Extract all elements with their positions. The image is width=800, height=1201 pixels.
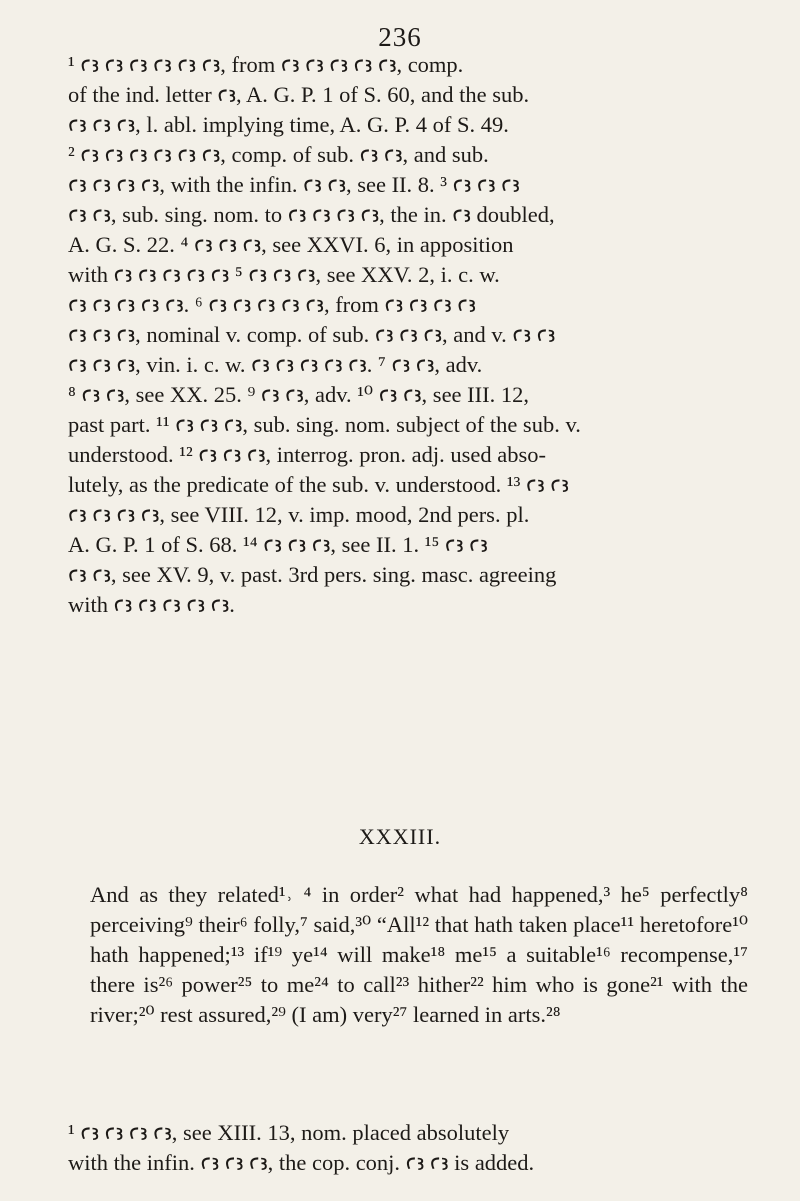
note-line: understood. ¹² ꜥꜣ ꜥꜣ ꜥꜣ, interrog. pron. adj. used abso- [68,442,547,467]
note-line: of the ind. letter ꜥꜣ, A. G. P. 1 of S. 60, and the sub. [68,82,530,107]
section-heading: XXXIII. [358,824,442,849]
note-line: ꜥꜣ ꜥꜣ, see XV. 9, v. past. 3rd pers. sing. masc. agreeing [68,562,557,587]
note-line: with ꜥꜣ ꜥꜣ ꜥꜣ ꜥꜣ ꜥꜣ. [68,592,235,617]
note-line: ¹ ꜥꜣ ꜥꜣ ꜥꜣ ꜥꜣ ꜥꜣ ꜥꜣ, from ꜥꜣ ꜥꜣ ꜥꜣ ꜥꜣ ꜥꜣ, comp. [68,52,464,77]
note-line: ² ꜥꜣ ꜥꜣ ꜥꜣ ꜥꜣ ꜥꜣ ꜥꜣ, comp. of sub. ꜥꜣ ꜥꜣ, and sub. [68,142,489,167]
note-line: lutely, as the predicate of the sub. v. understood. ¹³ ꜥꜣ ꜥꜣ [68,472,569,497]
note-line: with the infin. ꜥꜣ ꜥꜣ ꜥꜣ, the cop. conj. ꜥꜣ ꜥꜣ is added. [68,1150,535,1175]
translation-text: And as they related¹˒ ⁴ in order² what had happened,³ he⁵ perfectly⁸ perceiving⁹ their⁶ folly,⁷ said,³⁰ “All¹² that hath taken place¹¹ heretofore¹⁰ hath happened;¹³ if¹⁹ ye¹⁴ will make¹⁸ me¹⁵ a suitable¹⁶ recompense,¹⁷ there is²⁶ power²⁵ to me²⁴ to call²³ hither²² him who is gone²¹ with the river;²⁰ rest assured,²⁹ (I am) very²⁷ learned in arts.²⁸ [90,882,748,1027]
note-line: ꜥꜣ ꜥꜣ ꜥꜣ, l. abl. implying time, A. G. P. 4 of S. 49. [68,112,509,137]
note-line: ꜥꜣ ꜥꜣ ꜥꜣ, vin. i. c. w. ꜥꜣ ꜥꜣ ꜥꜣ ꜥꜣ ꜥꜣ. ⁷ ꜥꜣ ꜥꜣ, adv. [68,352,483,377]
note-line: ꜥꜣ ꜥꜣ ꜥꜣ ꜥꜣ, see VIII. 12, v. imp. mood, 2nd pers. pl. [68,502,530,527]
note-line: ꜥꜣ ꜥꜣ ꜥꜣ ꜥꜣ, with the infin. ꜥꜣ ꜥꜣ, see II. 8. ³ ꜥꜣ ꜥꜣ ꜥꜣ [68,172,520,197]
note-line: ¹ ꜥꜣ ꜥꜣ ꜥꜣ ꜥꜣ, see XIII. 13, nom. placed absolutely [68,1120,510,1145]
note-line: ꜥꜣ ꜥꜣ ꜥꜣ ꜥꜣ ꜥꜣ. ⁶ ꜥꜣ ꜥꜣ ꜥꜣ ꜥꜣ ꜥꜣ, from ꜥꜣ ꜥꜣ ꜥꜣ ꜥꜣ [68,292,476,317]
note-line: with ꜥꜣ ꜥꜣ ꜥꜣ ꜥꜣ ꜥꜣ ⁵ ꜥꜣ ꜥꜣ ꜥꜣ, see XXV. 2, i. c. w. [68,262,500,287]
note-line: past part. ¹¹ ꜥꜣ ꜥꜣ ꜥꜣ, sub. sing. nom. subject of the sub. v. [68,412,581,437]
note-line: A. G. S. 22. ⁴ ꜥꜣ ꜥꜣ ꜥꜣ, see XXVI. 6, in apposition [68,232,514,257]
footnotes-top [68,50,748,810]
note-line: A. G. P. 1 of S. 68. ¹⁴ ꜥꜣ ꜥꜣ ꜥꜣ, see II. 1. ¹⁵ ꜥꜣ ꜥꜣ [68,532,488,557]
page-number: 236 [378,22,422,52]
note-line: ꜥꜣ ꜥꜣ, sub. sing. nom. to ꜥꜣ ꜥꜣ ꜥꜣ ꜥꜣ, the in. ꜥꜣ doubled, [68,202,555,227]
translation-paragraph [68,880,748,1030]
note-line: ꜥꜣ ꜥꜣ ꜥꜣ, nominal v. comp. of sub. ꜥꜣ ꜥꜣ ꜥꜣ, and v. ꜥꜣ ꜥꜣ [68,322,556,347]
footnotes-bottom [68,1118,748,1178]
note-line: ⁸ ꜥꜣ ꜥꜣ, see XX. 25. ⁹ ꜥꜣ ꜥꜣ, adv. ¹⁰ ꜥꜣ ꜥꜣ, see III. 12, [68,382,530,407]
